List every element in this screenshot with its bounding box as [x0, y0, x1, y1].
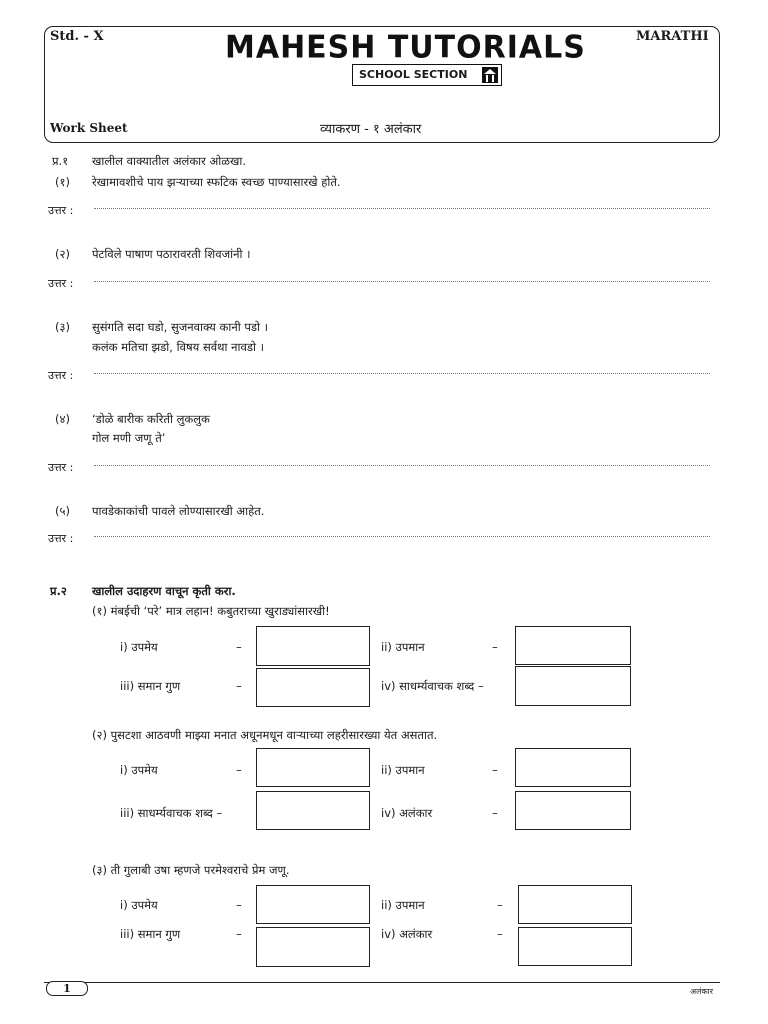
answer-box-saman-gun[interactable] — [256, 927, 370, 967]
q1-item2-number: (२) — [55, 247, 70, 261]
dash: – — [492, 640, 498, 654]
q1-instruction: खालील वाक्यातील अलंकार ओळखा. — [92, 154, 247, 168]
label-upman: ii) उपमान — [381, 898, 425, 912]
answer-box-alankar[interactable] — [518, 927, 632, 966]
q1-item4-line2: गोल मणी जणू ते’ — [92, 431, 166, 445]
dash: – — [236, 640, 242, 654]
q1-item4-line1: ‘डोळे बारीक करिती लुकलुक — [92, 412, 210, 426]
label-upman: ii) उपमान — [381, 763, 425, 777]
q2-example3-sentence: (३) ती गुलाबी उषा म्हणजे परमेश्वराचे प्रेम जणू. — [92, 863, 290, 877]
answer-line[interactable] — [94, 465, 710, 466]
answer-box-upman[interactable] — [515, 626, 631, 665]
answer-box-upman[interactable] — [515, 748, 631, 787]
page-number: 1 — [46, 981, 88, 996]
answer-box-upmey[interactable] — [256, 885, 370, 924]
q1-item5-line1: पावडेकाकांची पावले लोण्यासारखी आहेत. — [92, 504, 265, 518]
answer-box-upmey[interactable] — [256, 626, 370, 666]
answer-box-upman[interactable] — [518, 885, 632, 924]
q1-item3-number: (३) — [55, 320, 70, 334]
label-sadharmya-vachak: iii) साधर्म्यवाचक शब्द – — [120, 806, 223, 820]
q1-number: प्र.१ — [52, 154, 69, 168]
label-sadharmya-vachak: iv) साधर्म्यवाचक शब्द – — [381, 679, 484, 693]
label-alankar: iv) अलंकार — [381, 927, 433, 941]
dash: – — [236, 679, 242, 693]
answer-label: उत्तर : — [48, 461, 74, 474]
dash: – — [236, 927, 242, 941]
answer-box-upmey[interactable] — [256, 748, 370, 787]
dash: – — [492, 763, 498, 777]
dash: – — [236, 898, 242, 912]
worksheet-label: Work Sheet — [50, 121, 128, 135]
label-upman: ii) उपमान — [381, 640, 425, 654]
footer-divider — [44, 982, 720, 983]
standard-label: Std. - X — [50, 29, 104, 44]
answer-box-sadharmya-vachak[interactable] — [515, 666, 631, 706]
label-alankar: iv) अलंकार — [381, 806, 433, 820]
school-section-label: SCHOOL SECTION — [359, 68, 468, 81]
q1-item3-line1: सुसंगति सदा घडो, सुजनवाक्य कानी पडो । — [92, 320, 269, 334]
answer-box-saman-gun[interactable] — [256, 668, 370, 707]
answer-label: उत्तर : — [48, 277, 74, 290]
answer-label: उत्तर : — [48, 204, 74, 217]
q2-example1-sentence: (१) मंबईची ‘परे’ मात्र लहान! कबुतराच्या खुराड्यांसारखी! — [92, 604, 330, 618]
q1-item4-number: (४) — [55, 412, 70, 426]
dash: – — [497, 927, 503, 941]
label-saman-gun: iii) समान गुण — [120, 679, 181, 693]
topic-title: व्याकरण - १ अलंकार — [320, 122, 422, 137]
answer-line[interactable] — [94, 208, 710, 209]
dash: – — [236, 763, 242, 777]
q2-instruction: खालील उदाहरण वाचून कृती करा. — [92, 584, 236, 598]
answer-box-sadharmya-vachak[interactable] — [256, 791, 370, 830]
school-building-icon — [481, 66, 499, 84]
q1-item3-line2: कलंक मतिचा झडो, विषय सर्वथा नावडो । — [92, 340, 264, 354]
answer-label: उत्तर : — [48, 532, 74, 545]
q1-item1-line1: रेखामावशीचे पाय झऱ्याच्या स्फटिक स्वच्छ पाण्यासारखे होते. — [92, 175, 341, 189]
label-upmey: i) उपमेय — [120, 898, 158, 912]
q1-item1-number: (१) — [55, 175, 70, 189]
answer-box-alankar[interactable] — [515, 791, 631, 830]
answer-line[interactable] — [94, 281, 710, 282]
subject-label: MARATHI — [636, 29, 709, 44]
label-upmey: i) उपमेय — [120, 763, 158, 777]
label-upmey: i) उपमेय — [120, 640, 158, 654]
logo-text: MAHESH TUTORIALS — [225, 29, 586, 66]
q2-number: प्र.२ — [50, 584, 67, 598]
school-section-badge — [352, 64, 502, 86]
label-saman-gun: iii) समान गुण — [120, 927, 181, 941]
answer-line[interactable] — [94, 536, 710, 537]
dash: – — [492, 806, 498, 820]
dash: – — [497, 898, 503, 912]
q1-item2-line1: पेटविले पाषाण पठारावरती शिवजांनी । — [92, 247, 251, 261]
footer-topic: अलंकार — [690, 987, 714, 996]
q2-example2-sentence: (२) पुसटशा आठवणी माझ्या मनात अधूनमधून वाऱ्याच्या लहरीसारख्या येत असतात. — [92, 728, 438, 742]
q1-item5-number: (५) — [55, 504, 70, 518]
answer-label: उत्तर : — [48, 369, 74, 382]
answer-line[interactable] — [94, 373, 710, 374]
